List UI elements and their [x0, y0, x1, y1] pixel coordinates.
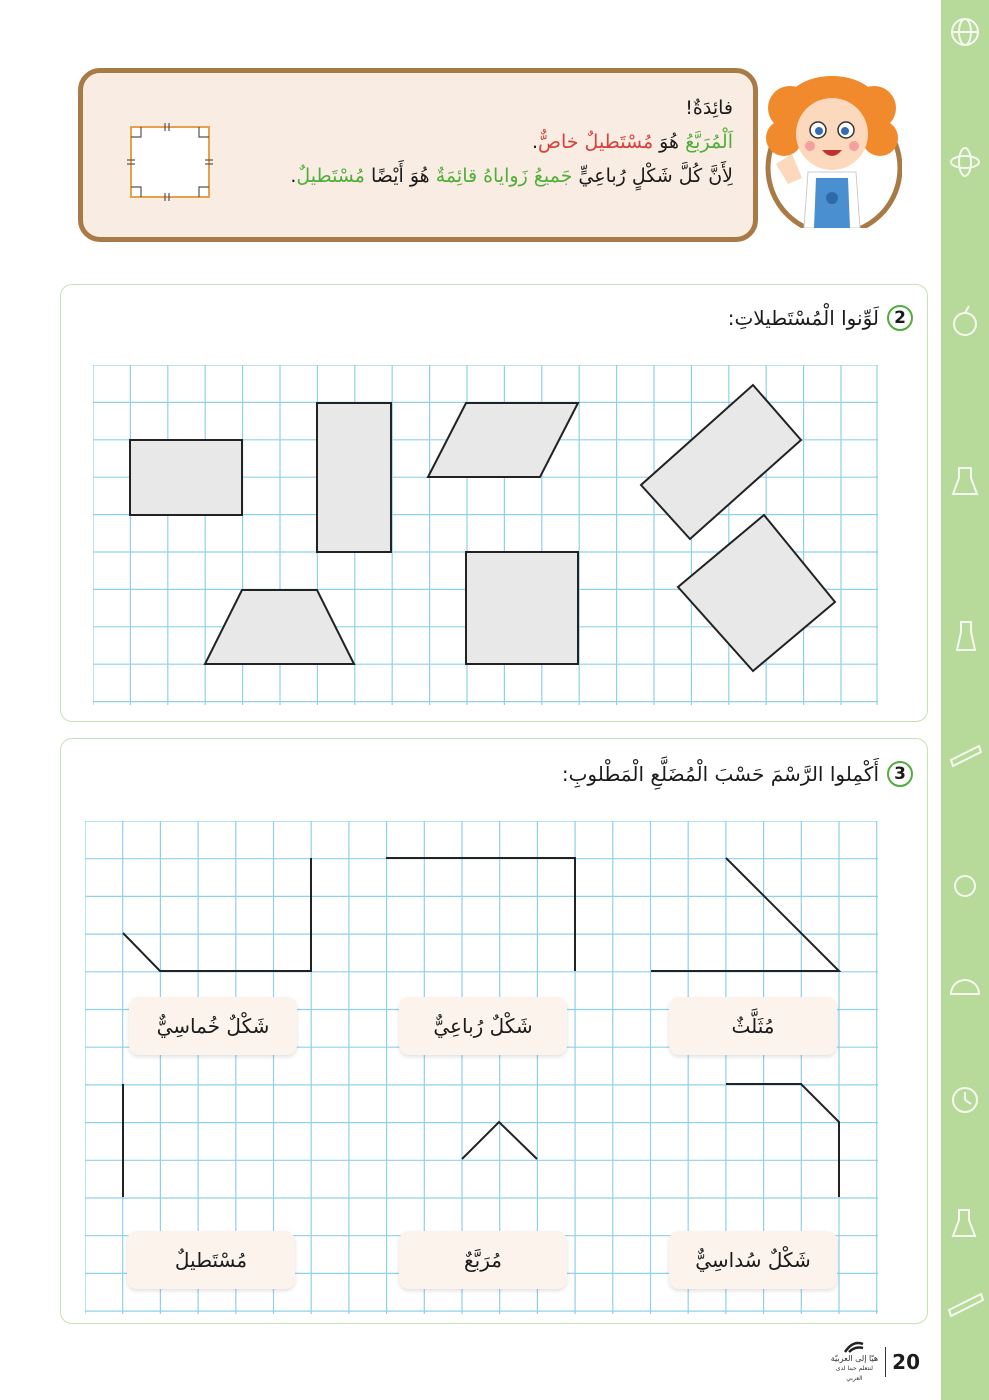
- shape-trapezoid[interactable]: [205, 590, 354, 664]
- apple-icon-2: [955, 876, 975, 896]
- partial-quadrilateral[interactable]: [386, 858, 575, 971]
- side-icons: [941, 0, 989, 1400]
- footer-separator: [885, 1347, 886, 1377]
- shape-rectangle-vertical[interactable]: [317, 403, 391, 552]
- girl-illustration: [752, 68, 902, 228]
- tip-also: هُوَ أَيْضًا: [364, 165, 436, 187]
- logo-name: هيّا إلى العربيّة: [830, 1354, 879, 1363]
- shape-square[interactable]: [466, 552, 578, 664]
- ruler-icon: [951, 746, 981, 766]
- page-number: 20: [892, 1350, 920, 1374]
- tip-line-2: [173, 159, 733, 193]
- side-decor-band: [941, 0, 989, 1400]
- flask-icon: [953, 468, 977, 494]
- tip-title: فائِدَةٌ!: [685, 97, 733, 119]
- label-hexagon: [669, 1231, 837, 1289]
- ruler-icon-2: [949, 1294, 983, 1316]
- apple-icon: [954, 313, 976, 335]
- label-quadrilateral-text: شَكْلٌ رُباعِيٌّ: [433, 1014, 533, 1038]
- shape-square-rotated[interactable]: [678, 515, 835, 671]
- partial-pentagon[interactable]: [123, 858, 311, 971]
- shape-rectangle-horizontal[interactable]: [130, 440, 242, 515]
- protractor-icon: [951, 980, 979, 994]
- label-hexagon-text: شَكْلٌ سُداسِيٌّ: [695, 1248, 811, 1272]
- tip-square-word: اَلْمُرَبَّعُ: [685, 131, 733, 153]
- tip-line-1: [173, 125, 733, 159]
- exercise-2-card: [60, 284, 928, 722]
- exercise-3-instruction: أَكْمِلوا الرَّسْمَ حَسْبَ الْمُضَلَّعِ الْمَطْلوبِ:: [561, 762, 879, 786]
- tip-rectangle-word: مُسْتَطيلٌ: [296, 165, 365, 187]
- label-pentagon-text: شَكْلٌ خُماسِيٌّ: [156, 1014, 270, 1038]
- tip-special-rectangle: مُسْتَطيلٌ خاصٌّ: [538, 131, 654, 153]
- shape-rectangle-rotated[interactable]: [641, 385, 801, 539]
- beaker-icon: [957, 622, 975, 650]
- exercise-3-card: [60, 738, 928, 1324]
- tip-because: لِأَنَّ كُلَّ شَكْلٍ رُباعِيٍّ: [572, 165, 733, 187]
- logo-mark-icon: [843, 1340, 865, 1354]
- exercise-3-number: 3: [887, 761, 913, 787]
- flask-icon-2: [953, 1210, 975, 1236]
- partial-triangle[interactable]: [651, 858, 839, 971]
- label-triangle: [669, 997, 837, 1055]
- tip-right-angles: جَميعُ زَواياهُ قائِمَةٌ: [435, 165, 573, 187]
- tip-period-2: .: [290, 165, 297, 187]
- label-pentagon: [129, 997, 297, 1055]
- shape-parallelogram[interactable]: [428, 403, 578, 477]
- tip-box: [78, 68, 758, 242]
- logo-subtitle: لنتعلم حبنا لدى العربي: [835, 1365, 873, 1382]
- exercise-2-number: 2: [887, 305, 913, 331]
- publisher-logo: [830, 1340, 879, 1384]
- tip-text: [173, 91, 733, 193]
- label-rectangle-text: مُسْتَطيلٌ: [174, 1248, 248, 1272]
- label-rectangle: [127, 1231, 295, 1289]
- label-square-text: مُرَبَّعٌ: [464, 1248, 502, 1272]
- tip-is-word: هُوَ: [653, 131, 686, 153]
- label-triangle-text: مُثَلَّثٌ: [731, 1014, 775, 1038]
- partial-hexagon[interactable]: [726, 1084, 839, 1197]
- label-quadrilateral: [399, 997, 567, 1055]
- atom-icon: [951, 156, 979, 168]
- label-square: [399, 1231, 567, 1289]
- square-diagram: [127, 123, 213, 201]
- exercise-3-title: [562, 761, 913, 787]
- exercise-2-grid: [93, 365, 878, 705]
- exercise-2-instruction: لَوِّنوا الْمُسْتَطيلاتِ:: [727, 306, 879, 330]
- page-footer: [830, 1340, 920, 1384]
- tip-period-1: .: [531, 131, 539, 153]
- exercise-2-title: [728, 305, 913, 331]
